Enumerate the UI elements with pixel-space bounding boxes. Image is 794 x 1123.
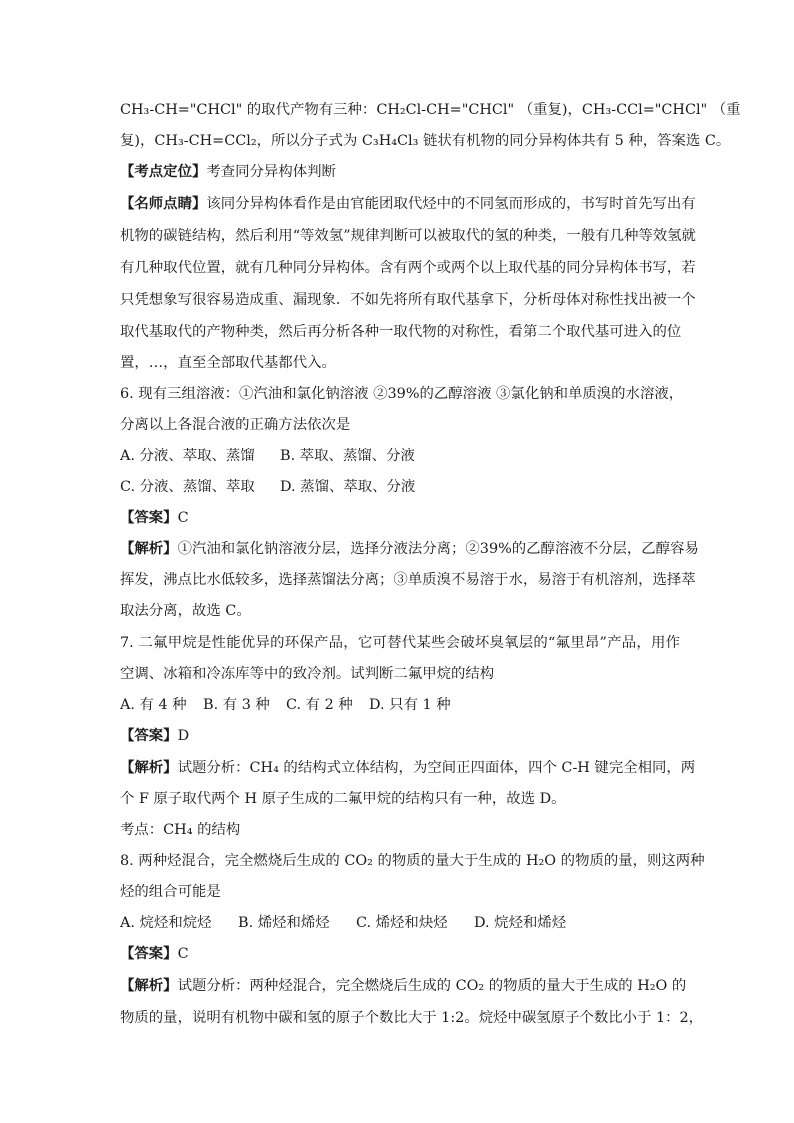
mingshi-line xyxy=(120,194,696,214)
kaodian-line xyxy=(120,162,680,182)
question-7-explain xyxy=(120,758,696,778)
explain-text: 试题分析：两种烃混合，完全燃烧后生成的 CO₂ 的物质的量大于生成的 H₂O 的 xyxy=(177,978,687,994)
answer-tag: 【答案】 xyxy=(120,945,178,962)
answer-value: C xyxy=(177,510,189,526)
question-8-stem: 8. 两种烃混合，完全燃烧后生成的 CO₂ 的物质的量大于生成的 H₂O 的物质的量，则这两种 xyxy=(120,853,705,869)
option-b: B. 萃取、蒸馏、分液 xyxy=(280,448,415,464)
option-a: A. 有 4 种 xyxy=(120,697,187,713)
text-line: 物质的量，说明有机物中碳和氢的原子个数比大于 1:2。烷烃中碳氢原子个数比小于 1：2， xyxy=(120,1010,704,1026)
explain-tag: 【解析】 xyxy=(120,977,178,994)
text-line: 复)，CH₃-CH=CCl₂，所以分子式为 C₃H₄Cl₃ 链状有机物的同分异构体共有 5 种，答案选 C。 xyxy=(120,133,731,149)
question-8-stem: 烃的组合可能是 xyxy=(120,884,221,900)
answer-value: D xyxy=(177,728,190,744)
text-line: 取代基取代的产物种类，然后再分析各种一取代物的对称性，看第二个取代基可进入的位 xyxy=(120,324,682,340)
explain-tag: 【解析】 xyxy=(120,540,178,557)
answer-tag: 【答案】 xyxy=(120,509,178,526)
text-line: 个 F 原子取代两个 H 原子生成的二氟甲烷的结构只有一种，故选 D。 xyxy=(120,791,566,807)
question-7-stem: 7. 二氟甲烷是性能优异的环保产品，它可替代某些会破坏臭氧层的“氟里昂”产品，用作 xyxy=(120,635,680,651)
answer-value: C xyxy=(177,946,189,962)
kaodian-line: 考点：CH₄ 的结构 xyxy=(120,822,241,838)
question-6-options-ab xyxy=(120,446,680,466)
option-a: A. 烷烃和烷烃 xyxy=(120,915,212,931)
question-6-explain xyxy=(120,539,699,559)
question-6-answer xyxy=(120,508,680,528)
option-b: B. 烯烃和烯烃 xyxy=(238,915,330,931)
option-b: B. 有 3 种 xyxy=(203,697,270,713)
question-7-stem: 空调、冰箱和冷冻库等中的致冷剂。试判断二氟甲烷的结构 xyxy=(120,666,495,682)
mingshi-text: 该同分异构体看作是由官能团取代烃中的不同氢而形成的，书写时首先写出有 xyxy=(206,196,696,212)
explain-text: ①汽油和氯化钠溶液分层，选择分液法分离；②39%的乙醇溶液不分层，乙醇容易 xyxy=(177,541,699,557)
option-d: D. 蒸馏、萃取、分液 xyxy=(280,479,416,495)
question-8-options xyxy=(120,913,680,933)
option-c: C. 烯烃和炔烃 xyxy=(356,915,448,931)
option-d: D. 只有 1 种 xyxy=(369,697,451,713)
text-line: 有几种取代位置，就有几种同分异构体。含有两个或两个以上取代基的同分异构体书写，若 xyxy=(120,260,696,276)
question-7-answer xyxy=(120,726,680,746)
question-6-stem: 6. 现有三组溶液：①汽油和氯化钠溶液 ②39%的乙醇溶液 ③氯化钠和单质溴的水溶液， xyxy=(120,386,684,402)
question-6-stem: 分离以上各混合液的正确方法依次是 xyxy=(120,417,351,433)
kaodian-text: 考查同分异构体判断 xyxy=(206,164,336,180)
option-d: D. 烷烃和烯烃 xyxy=(474,915,567,931)
option-c: C. 有 2 种 xyxy=(286,697,353,713)
text-line: CH₃-CH="CHCl" 的取代产物有三种：CH₂Cl-CH="CHCl" （重复)，CH₃-CCl="CHCl" （重 xyxy=(120,102,741,118)
answer-tag: 【答案】 xyxy=(120,727,178,744)
text-line: 置，…，直至全部取代基都代入。 xyxy=(120,355,336,371)
question-7-options xyxy=(120,695,680,715)
question-8-answer xyxy=(120,944,680,964)
text-line: 挥发，沸点比水低较多，选择蒸馏法分离；③单质溴不易溶于水，易溶于有机溶剂，选择萃 xyxy=(120,572,696,588)
text-line: 只凭想象写很容易造成重、漏现象．不如先将所有取代基拿下，分析母体对称性找出被一个 xyxy=(120,292,696,308)
mingshi-tag: 【名师点睛】 xyxy=(120,195,207,212)
option-a: A. 分液、萃取、蒸馏 xyxy=(120,448,255,464)
explain-tag: 【解析】 xyxy=(120,759,178,776)
question-6-options-cd xyxy=(120,477,680,497)
text-line: 取法分离，故选 C。 xyxy=(120,603,251,619)
option-c: C. 分液、蒸馏、萃取 xyxy=(120,479,255,495)
explain-text: 试题分析：CH₄ 的结构式立体结构，为空间正四面体，四个 C-H 键完全相同，两 xyxy=(177,760,696,776)
question-8-explain xyxy=(120,976,687,996)
text-line: 机物的碳链结构，然后利用“等效氢”规律判断可以被取代的氢的种类，一般有几种等效氢就 xyxy=(120,228,696,244)
kaodian-tag: 【考点定位】 xyxy=(120,163,207,180)
